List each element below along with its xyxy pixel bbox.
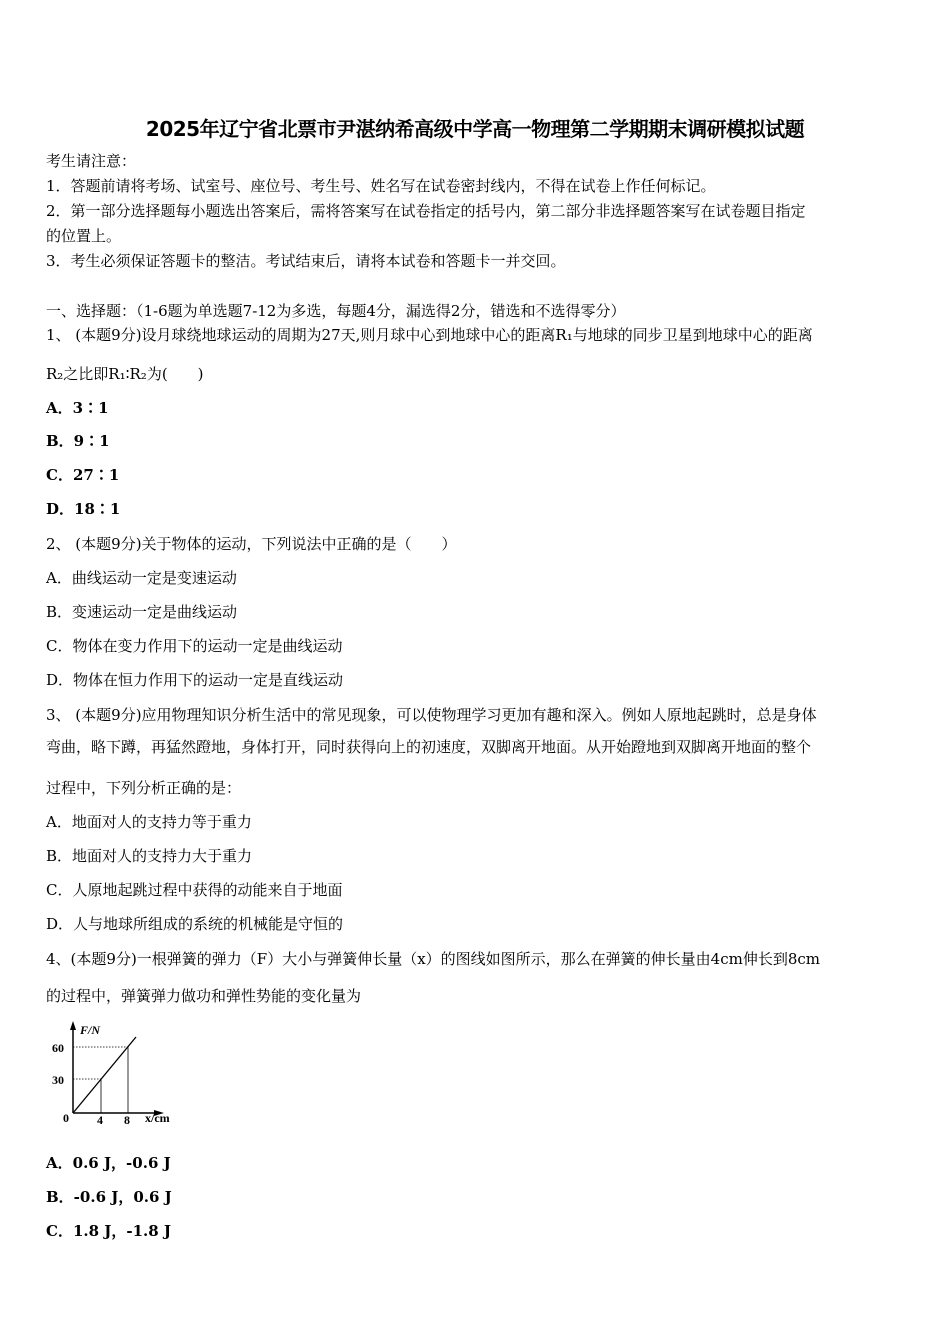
option-a: A．曲线运动一定是变速运动 — [46, 569, 237, 587]
question-3-text: 过程中，下列分析正确的是： — [46, 779, 242, 797]
x-tick-4: 4 — [97, 1113, 103, 1127]
notice-heading: 考生请注意： — [46, 152, 137, 170]
notice-item: 的位置上。 — [46, 227, 122, 245]
x-axis-label: x/cm — [145, 1111, 170, 1125]
option-c: C．27∶1 — [46, 466, 120, 484]
origin-label: 0 — [63, 1111, 69, 1125]
option-a: A．3∶1 — [46, 399, 109, 417]
force-line — [73, 1037, 136, 1113]
option-b: B．变速运动一定是曲线运动 — [46, 603, 238, 621]
section-heading: 一、选择题：（1-6题为单选题7-12为多选，每题4分，漏选得2分，错选和不选得零分） — [46, 302, 626, 320]
question-1-text: R₂之比即R₁∶R₂为( ) — [46, 365, 204, 383]
question-4-text: 4、(本题9分)一根弹簧的弹力（F）大小与弹簧伸长量（x）的图线如图所示，那么在弹簧的伸长量由4cm伸长到8cm — [46, 950, 820, 968]
option-b: B．地面对人的支持力大于重力 — [46, 847, 253, 865]
notice-item: 1．答题前请将考场、试室号、座位号、考生号、姓名写在试卷密封线内，不得在试卷上作任何标记。 — [46, 177, 716, 195]
option-c: C．人原地起跳过程中获得的动能来自于地面 — [46, 881, 343, 899]
option-b: B．9∶1 — [46, 432, 110, 450]
y-axis-label: F/N — [80, 1023, 101, 1037]
option-d: D．物体在恒力作用下的运动一定是直线运动 — [46, 671, 344, 689]
y-tick-30: 30 — [52, 1073, 64, 1087]
option-c: C．物体在变力作用下的运动一定是曲线运动 — [46, 637, 343, 655]
notice-item: 2．第一部分选择题每小题选出答案后，需将答案写在试卷指定的括号内，第二部分非选择题答案写在试卷题目指定 — [46, 202, 806, 220]
y-tick-60: 60 — [52, 1041, 64, 1055]
notice-item: 3．考生必须保证答题卡的整洁。考试结束后，请将本试卷和答题卡一并交回。 — [46, 252, 566, 270]
option-d: D．18∶1 — [46, 500, 121, 518]
option-c: C．1.8 J，-1.8 J — [46, 1222, 171, 1240]
question-3-text: 弯曲，略下蹲，再猛然蹬地，身体打开，同时获得向上的初速度，双脚离开地面。从开始蹬地到双脚离开地面的整个 — [46, 738, 812, 756]
x-tick-8: 8 — [124, 1113, 130, 1127]
y-axis-arrow-icon — [70, 1021, 76, 1030]
question-3-text: 3、 (本题9分)应用物理知识分析生活中的常见现象，可以使物理学习更加有趣和深入。例如人原地起跳时，总是身体 — [46, 706, 817, 724]
page-title: 2025年辽宁省北票市尹湛纳希高级中学高一物理第二学期期末调研模拟试题 — [145, 117, 805, 141]
option-a: A．地面对人的支持力等于重力 — [46, 813, 252, 831]
spring-force-graph — [44, 1018, 184, 1130]
option-d: D．人与地球所组成的系统的机械能是守恒的 — [46, 915, 344, 933]
option-a: A．0.6 J，-0.6 J — [46, 1154, 171, 1172]
question-2-text: 2、 (本题9分)关于物体的运动，下列说法中正确的是（ ） — [46, 535, 457, 553]
question-1-text: 1、 (本题9分)设月球绕地球运动的周期为27天,则月球中心到地球中心的距离R₁与地球的同步卫星到地球中心的距离 — [46, 326, 813, 344]
question-4-text: 的过程中，弹簧弹力做功和弹性势能的变化量为 — [46, 987, 362, 1005]
option-b: B．-0.6 J，0.6 J — [46, 1188, 172, 1206]
